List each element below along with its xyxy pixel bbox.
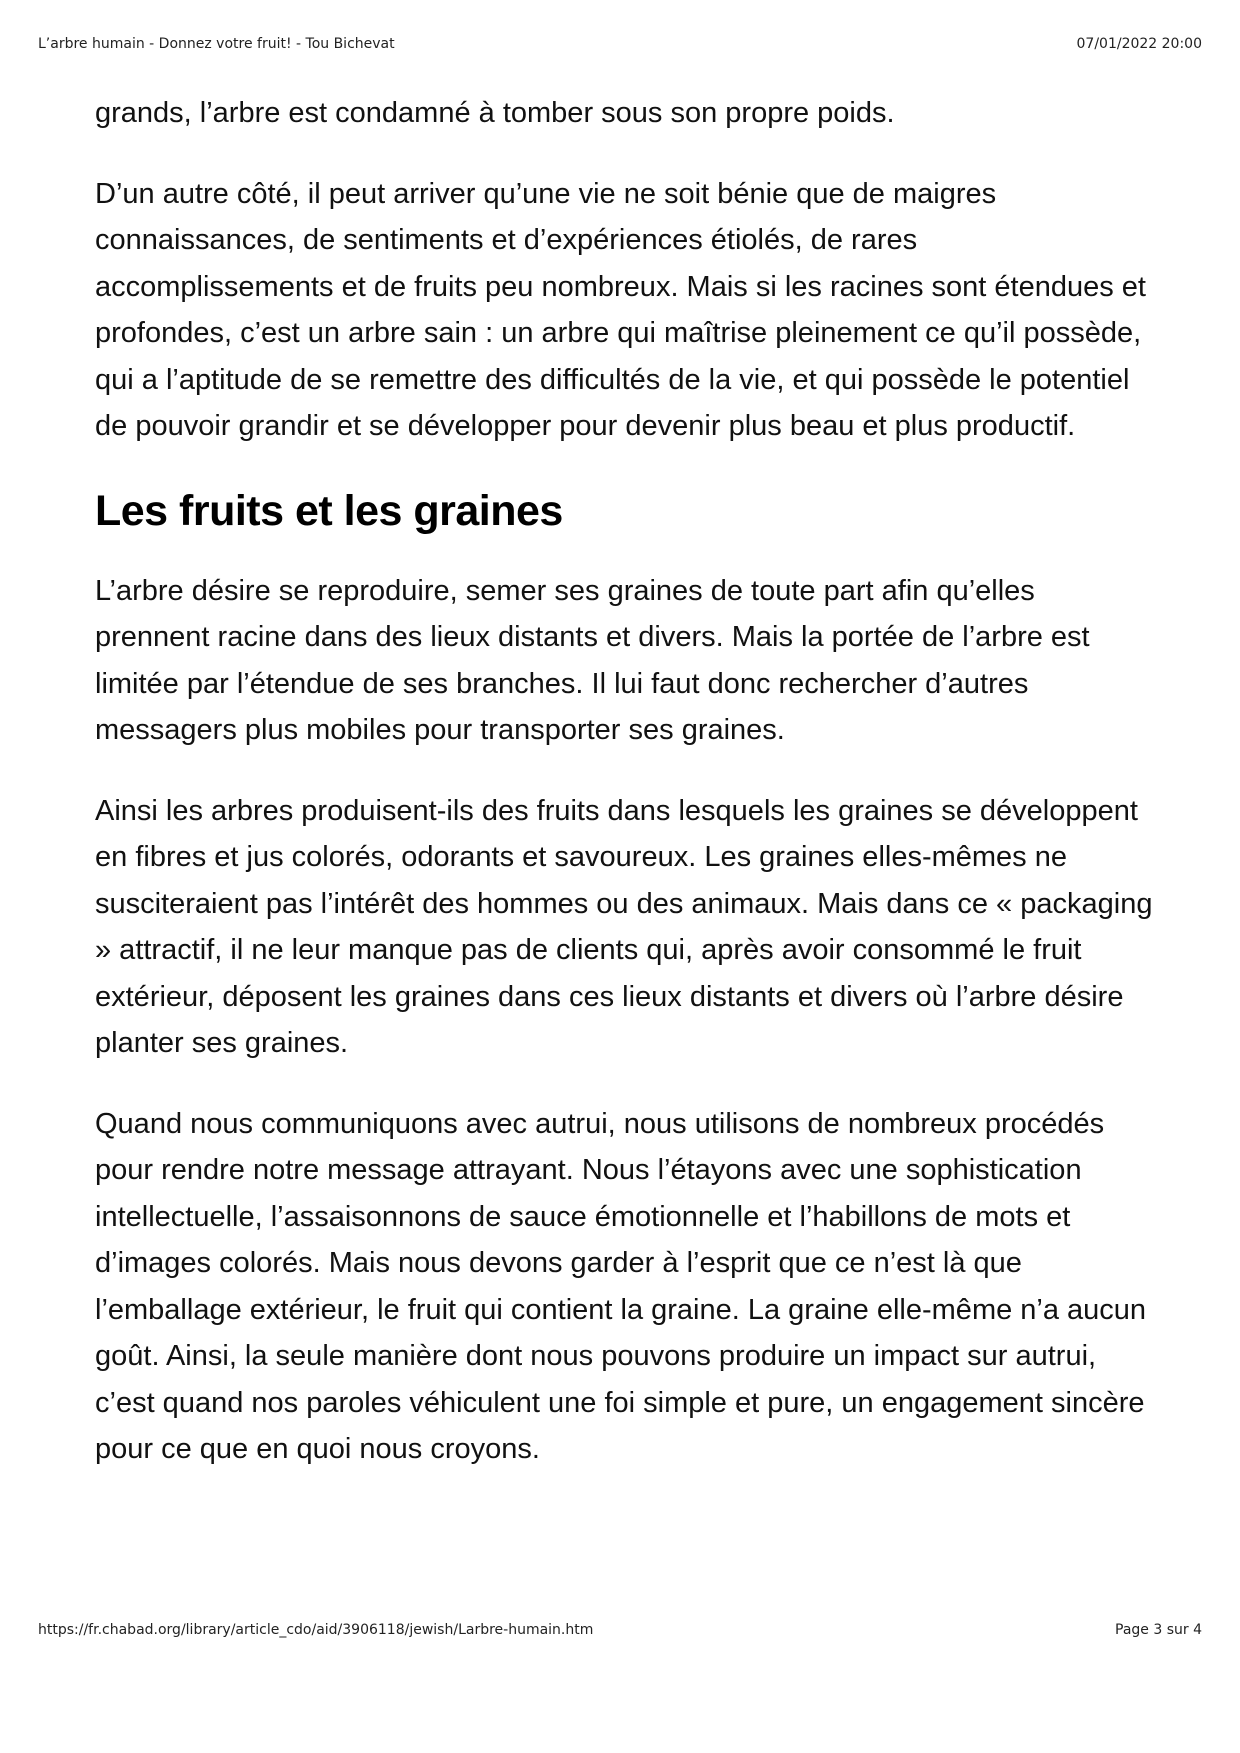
print-footer-page-number: Page 3 sur 4 xyxy=(1115,1622,1202,1638)
paragraph: Ainsi les arbres produisent-ils des fruits dans lesquels les graines se développent en fibres et jus colorés, odorants et savoureux. Les graines elles-mêmes ne susciteraient pas l’intérêt des hommes ou des animaux. Mais dans ce « packaging » attractif, il ne leur manque pas de clients qui, après avoir consommé le fruit extérieur, déposent les graines dans ces lieux distants et divers où l’arbre désire planter ses graines. xyxy=(95,794,1153,1059)
paragraph: Quand nous communiquons avec autrui, nous utilisons de nombreux procédés pour rendre notre message attrayant. Nous l’étayons avec une sophistication intellectuelle, l’assaisonnons de sauce émotionnelle et l’habillons de mots et d’images colorés. Mais nous devons garder à l’esprit que ce n’est là que l’emballage extérieur, le fruit qui contient la graine. La graine elle-même n’a aucun goût. Ainsi, la seule manière dont nous pouvons produire un impact sur autrui, c’est quand nos paroles véhiculent une foi simple et pure, un engagement sincère pour ce que en quoi nous croyons. xyxy=(95,1107,1147,1465)
paragraph: grands, l’arbre est condamné à tomber sous son propre poids. xyxy=(95,97,895,129)
print-header xyxy=(38,36,1202,52)
paragraph: D’un autre côté, il peut arriver qu’une vie ne soit bénie que de maigres connaissances, de sentiments et d’expériences étiolés, de rares accomplissements et de fruits peu nombreux. Mais si les racines sont étendues et profondes, c’est un arbre sain : un arbre qui maîtrise pleinement ce qu’il possède, qui a l’aptitude de se remettre des difficultés de la vie, et qui possède le potentiel de pouvoir grandir et se développer pour devenir plus beau et plus productif. xyxy=(95,177,1146,442)
article-body xyxy=(95,90,1155,1507)
print-header-title: L’arbre humain - Donnez votre fruit! - Tou Bichevat xyxy=(38,36,395,52)
print-footer xyxy=(38,1622,1202,1638)
section-heading: Les fruits et les graines xyxy=(95,486,563,535)
paragraph: L’arbre désire se reproduire, semer ses graines de toute part afin qu’elles prennent racine dans des lieux distants et divers. Mais la portée de l’arbre est limitée par l’étendue de ses branches. Il lui faut donc rechercher d’autres messagers plus mobiles pour transporter ses graines. xyxy=(95,574,1090,746)
print-header-datetime: 07/01/2022 20:00 xyxy=(1076,36,1202,52)
print-footer-url: https://fr.chabad.org/library/article_cdo/aid/3906118/jewish/Larbre-humain.htm xyxy=(38,1622,594,1638)
